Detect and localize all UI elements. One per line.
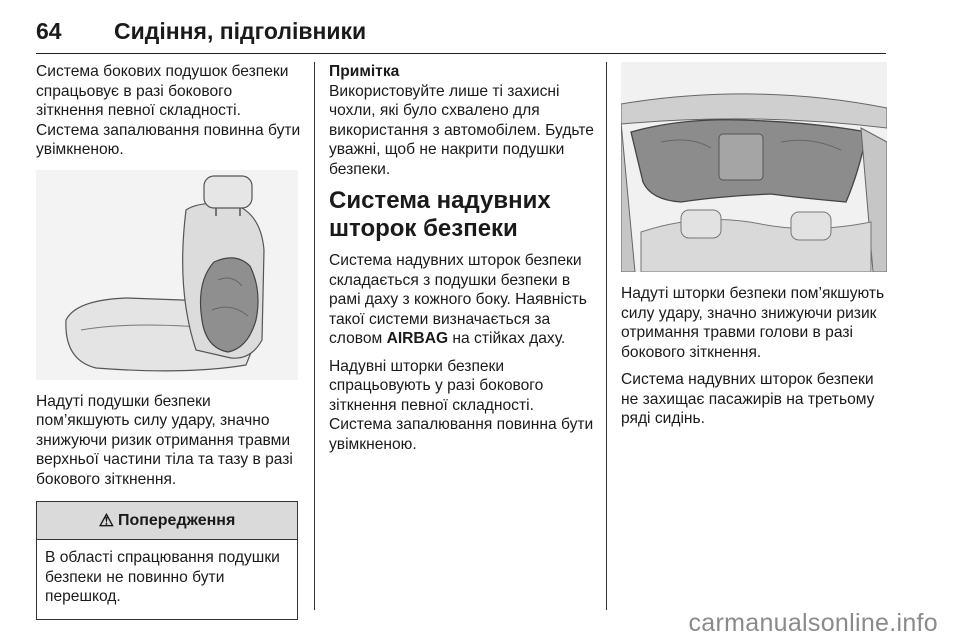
column-middle [329,62,599,462]
note-text: Використовуйте лише ті захисні чохли, які було схвалено для використання з автомобілем. Будьте уважні, щоб не накрити подушки безпеки. [329,82,594,178]
curtain-airbag-caption: Надуті шторки безпеки пом’якшують силу удару, значно знижуючи ризик отримання травми голови в разі бокового зіткнення. [621,285,885,361]
seat-airbag-caption: Надуті подушки безпеки пом’якшують силу удару, значно знижуючи ризик отримання травми верхньої частини тіла та тазу в разі бокового зіткнення. [36,392,293,488]
airbag-word: AIRBAG [386,330,449,347]
page-number: 64 [36,18,62,44]
note-title: Примітка [329,63,400,80]
curtain-airbag-paragraph [329,251,599,349]
curtain-airbag-text-end: на стійках даху. [448,330,566,347]
car-interior-illustration [621,62,887,272]
column-left [36,62,302,620]
section-title: Система надувних шторок безпеки [329,187,551,242]
warning-box [36,501,298,620]
side-airbag-paragraph: Система бокових подушок безпеки спрацьовує в разі бокового зіткнення певної складності. Система запалювання повинна бути увімкненою. [36,63,301,158]
curtain-airbag-text: Система надувних шторок безпеки складається з подушки безпеки в рамі даху з кожного боку. Наявність такої системи визначається за словом [329,252,587,347]
column-right [621,62,887,437]
warning-icon: ⚠ [98,510,114,530]
column-divider-2 [606,62,607,610]
watermark: carmanualsonline.info [688,609,938,637]
third-row-paragraph: Система надувних шторок безпеки не захищає пасажирів на третьому ряді сидінь. [621,371,875,427]
warning-text: В області спрацювання подушки безпеки не повинно бути перешкод. [45,549,280,605]
curtain-airbag-illustration [621,62,887,272]
page-title: Сидіння, підголівники [114,18,367,44]
warning-title [37,502,297,540]
seat-airbag-illustration [36,170,298,380]
column-divider-1 [314,62,315,610]
page-header [36,14,886,54]
warning-title-text: Попередження [117,511,236,529]
curtain-deploy-paragraph: Надувні шторки безпеки спрацьовують у разі бокового зіткнення певної складності. Система запалювання повинна бути увімкненою. [329,357,594,453]
seat-illustration [36,170,298,380]
